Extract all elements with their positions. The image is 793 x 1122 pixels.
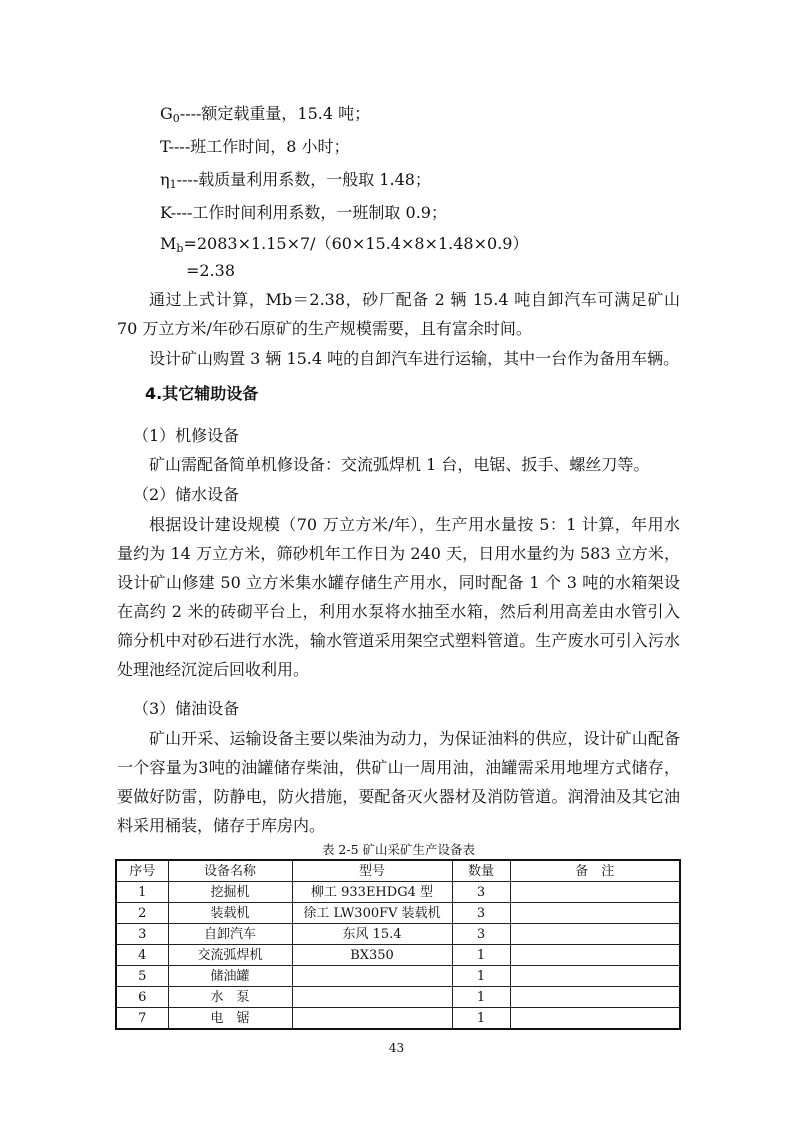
cell-model <box>292 1008 452 1030</box>
cell-model <box>292 966 452 987</box>
subheading-repair: （1）机修设备 <box>133 426 240 445</box>
cell-quantity: 1 <box>452 966 510 987</box>
cell-model <box>292 987 452 1008</box>
table-row <box>116 987 680 1008</box>
cell-quantity: 1 <box>452 1008 510 1030</box>
table-caption: 表 2-5 矿山采矿生产设备表 <box>321 842 476 857</box>
cell-index: 5 <box>116 966 168 987</box>
cell-remarks <box>510 1008 680 1030</box>
formula-result: =2.38 <box>186 261 236 280</box>
cell-index: 1 <box>116 882 168 903</box>
page-number: 43 <box>388 1041 405 1055</box>
cell-index: 3 <box>116 924 168 945</box>
cell-quantity: 3 <box>452 924 510 945</box>
header-model: 型号 <box>292 860 452 882</box>
cell-remarks <box>510 903 680 924</box>
param-eta1: $\eta_1----$载质量利用系数，一般取 1.48； <box>160 170 431 191</box>
param-t: T----班工作时间，8 小时； <box>160 137 350 156</box>
subheading-water: （2）储水设备 <box>133 485 240 504</box>
cell-name: 交流弧焊机 <box>168 945 292 966</box>
cell-remarks <box>510 882 680 903</box>
cell-quantity: 1 <box>452 945 510 966</box>
cell-model: 柳工 933EHDG4 型 <box>292 882 452 903</box>
param-k: K----工作时间利用系数，一班制取 0.9； <box>160 203 447 222</box>
table-header-row <box>116 860 680 882</box>
cell-model: 徐工 LW300FV 装载机 <box>292 903 452 924</box>
section-heading: 4.其它辅助设备 <box>145 384 259 403</box>
cell-model: 东风 15.4 <box>292 924 452 945</box>
cell-index: 6 <box>116 987 168 1008</box>
cell-name: 水 泵 <box>168 987 292 1008</box>
cell-remarks <box>510 924 680 945</box>
formula-mb: $M_b=2083\times 1.15\times 7/(60\times 15.4\times 8\times 1.48\times 0.9)$ <box>160 234 529 255</box>
cell-name: 电 锯 <box>168 1008 292 1030</box>
cell-index: 2 <box>116 903 168 924</box>
cell-remarks <box>510 987 680 1008</box>
oil-paragraph: 矿山开采、运输设备主要以柴油为动力，为保证油料的供应，设计矿山配备一个容量为3吨的油罐储存柴油，供矿山一周用油，油罐需采用地埋方式储存，要做好防雷，防静电，防火措施，要配备灭火器材及消防管道。润滑油及其它油料采用桶装，储存于库房内。 <box>117 729 680 835</box>
cell-remarks <box>510 966 680 987</box>
water-paragraph: 根据设计建设规模（70 万立方米/年），生产用水量按 5：1 计算，年用水量约为 14 万立方米，筛砂机年工作日为 240 天，日用水量约为 583 立方米，设计矿山修建 50 立方米集水罐存储生产用水，同时配备 1 个 3 吨的水箱架设在高约 2 米的砖砌平台上，利用水泵将水抽至水箱，然后利用高差由水管引入筛分机中对砂石进行水洗，输水管道采用架空式塑料管道。生产废水可引入污水处理池经沉淀后回收利用。 <box>117 515 680 679</box>
header-quantity: 数量 <box>452 860 510 882</box>
cell-remarks <box>510 945 680 966</box>
table-row <box>116 903 680 924</box>
table-row <box>116 924 680 945</box>
header-remarks: 备 注 <box>510 860 680 882</box>
cell-model: BX350 <box>292 945 452 966</box>
cell-quantity: 1 <box>452 987 510 1008</box>
table-row <box>116 966 680 987</box>
table-row <box>116 1008 680 1030</box>
cell-quantity: 3 <box>452 903 510 924</box>
table-row <box>116 882 680 903</box>
header-name: 设备名称 <box>168 860 292 882</box>
header-index: 序号 <box>116 860 168 882</box>
cell-name: 储油罐 <box>168 966 292 987</box>
calc-conclusion-paragraph: 通过上式计算，Mb＝2.38，砂厂配备 2 辆 15.4 吨自卸汽车可满足矿山 70 万立方米/年砂石原矿的生产规模需要，且有富余时间。 <box>117 290 680 338</box>
equipment-table <box>115 859 681 1030</box>
repair-paragraph: 矿山需配备简单机修设备：交流弧焊机 1 台，电锯、扳手、螺丝刀等。 <box>149 455 650 474</box>
cell-name: 挖掘机 <box>168 882 292 903</box>
param-g0: $G_0----$额定载重量，15.4 吨； <box>160 104 371 125</box>
cell-name: 装载机 <box>168 903 292 924</box>
cell-quantity: 3 <box>452 882 510 903</box>
purchase-paragraph: 设计矿山购置 3 辆 15.4 吨的自卸汽车进行运输，其中一台作为备用车辆。 <box>149 349 680 368</box>
cell-index: 7 <box>116 1008 168 1030</box>
cell-name: 自卸汽车 <box>168 924 292 945</box>
cell-index: 4 <box>116 945 168 966</box>
subheading-oil: （3）储油设备 <box>133 699 240 718</box>
table-row <box>116 945 680 966</box>
